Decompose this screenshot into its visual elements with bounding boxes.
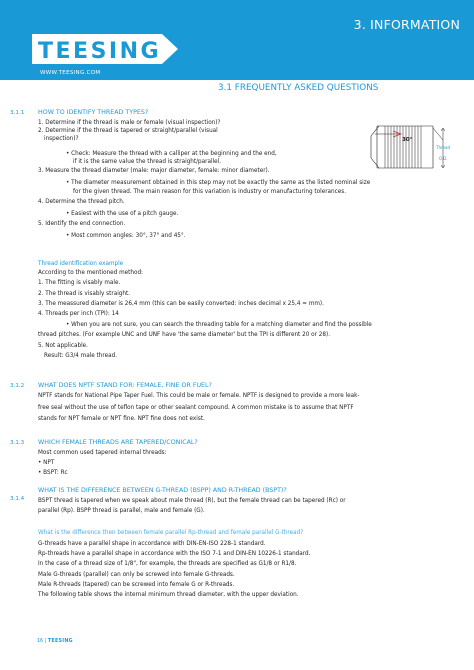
q2-title: WHAT DOES NPTF STAND FOR: FEMALE, FINE OR FUEL? — [38, 382, 212, 389]
q3-line: • BSPT: Rc — [38, 470, 68, 476]
diagram-od-label: O.D. — [439, 156, 448, 161]
q2-number: 3.1.2 — [10, 383, 25, 389]
diagram-thread-label: Thread — [436, 145, 450, 150]
page-footer — [37, 639, 73, 644]
q1-line: • Most common angles: 30°, 37° and 45°. — [66, 233, 186, 239]
q1-number: 3.1.1 — [10, 110, 25, 116]
thread-fitting-diagram — [341, 122, 461, 172]
example-line: 3. The meassured diameter is 26,4 mm (this can be easily converted: inches decimal x 25,4 = mm). — [38, 301, 324, 307]
q4-number: 3.1.4 — [10, 496, 25, 502]
q1-line: 5. Identify the end connection. — [38, 221, 126, 227]
q1-line: 1. Determine if the thread is male or female (visual inspection)? — [38, 120, 221, 126]
q4-line: parallel (Rp). BSPP thread is parallel, male and female (G). — [38, 508, 205, 514]
q3-number: 3.1.3 — [10, 440, 25, 446]
q4-line2: G-threads have a parallel shape in accordance with DIN-EN-ISO 228-1 standard. — [38, 541, 266, 547]
q1-line: 2. Determine if the thread is tapered or straight/parallel (visual — [38, 128, 218, 134]
logo-text: TEESING — [38, 39, 162, 64]
example-line: According to the mentioned method: — [38, 270, 143, 276]
q1-line: 3. Measure the thread diameter (male: major diameter, female: minor diameter). — [38, 168, 270, 174]
footer-brand: TEESING — [47, 639, 73, 644]
footer-separator: | — [44, 639, 47, 644]
q1-line: • The diameter measurement obtained in this step may not be exactly the same as the listed nominal size — [66, 180, 371, 186]
q4-line2: In the case of a thread size of 1/8", for example, the threads are specified as G1/8 or R1/8. — [38, 561, 297, 567]
example-line: 5. Not applicable. — [38, 343, 88, 349]
q1-line: inspection)? — [44, 136, 79, 142]
q1-line: • Check: Measure the thread with a calliper at the beginning and the end, — [66, 151, 277, 157]
example-title: Thread identification example — [38, 261, 124, 267]
example-line: 1. The fitting is visably male. — [38, 280, 121, 286]
q4-title: WHAT IS THE DIFFERENCE BETWEEN G-THREAD (BSPP) AND R-THREAD (BSPT)? — [38, 487, 287, 494]
q2-line: stands for NPT female or NPT fine. NPT fine does not exist. — [38, 416, 205, 422]
website-url[interactable]: WWW.TEESING.COM — [40, 70, 101, 76]
diagram-angle-label: 30° — [402, 137, 413, 143]
q4-line: BSPT thread is tapered when we speak about male thread (R), but the female thread can be tapered (Rc) or — [38, 498, 346, 504]
q4-line2: Male G-threads (parallel) can only be screwed into female G-threads. — [38, 572, 235, 578]
q3-title: WHICH FEMALE THREADS ARE TAPERED/CONICAL? — [38, 439, 198, 446]
q3-line: • NPT — [38, 460, 55, 466]
q4-line2: Rp-threads have a parallel shape in accordance with the ISO 7-1 and DIN-EN 10226-1 standard. — [38, 551, 311, 557]
q4-subtitle: What is the difference then between female parallel Rp-thread and female parallel G-thread? — [38, 530, 304, 536]
teesing-logo — [32, 34, 182, 64]
q2-line: free seal without the use of teflon tape or other sealant compound. A common mistake is to assume that NPTF — [38, 405, 354, 411]
faq-title: 3.1 FREQUENTLY ASKED QUESTIONS — [218, 83, 379, 93]
q1-line: • Easiest with the use of a pitch gauge. — [66, 211, 179, 217]
example-line: • When you are not sure, you can search the threading table for a matching diameter and find the possible — [66, 322, 372, 328]
q1-line: 4. Determine the thread pitch. — [38, 199, 125, 205]
example-line: 4. Threads per inch (TPI): 14 — [38, 311, 119, 317]
q1-line: for the given thread. The main reason for this variation is industry or manufacturing tolerances. — [73, 189, 347, 195]
q2-line: NPTF stands for National Pipe Taper Fuel. This could be male or female. NPTF is designed to provide a more leak- — [38, 393, 360, 399]
q3-line: Most common used tapered internal threads: — [38, 450, 167, 456]
page-header — [0, 0, 474, 80]
example-line: 2. The thread is visably straight. — [38, 291, 131, 297]
page-number: 16 — [37, 639, 44, 644]
section-title: 3. INFORMATION — [353, 17, 460, 32]
example-line: thread pitches. (For example UNC and UNF have 'the same diameter' but the TPI is different 20 or 28). — [38, 332, 331, 338]
q1-title: HOW TO IDENTIFY THREAD TYPES? — [38, 109, 149, 116]
q1-line: if it is the same value the thread is straight/parallel. — [73, 159, 222, 165]
example-line: Result: G3/4 male thread. — [44, 353, 118, 359]
q4-line2: Male R-threads (tapered) can be screwed into female G or R-threads. — [38, 582, 235, 588]
q4-line2: The following table shows the internal minimum thread diameter, with the upper deviation. — [38, 592, 299, 598]
